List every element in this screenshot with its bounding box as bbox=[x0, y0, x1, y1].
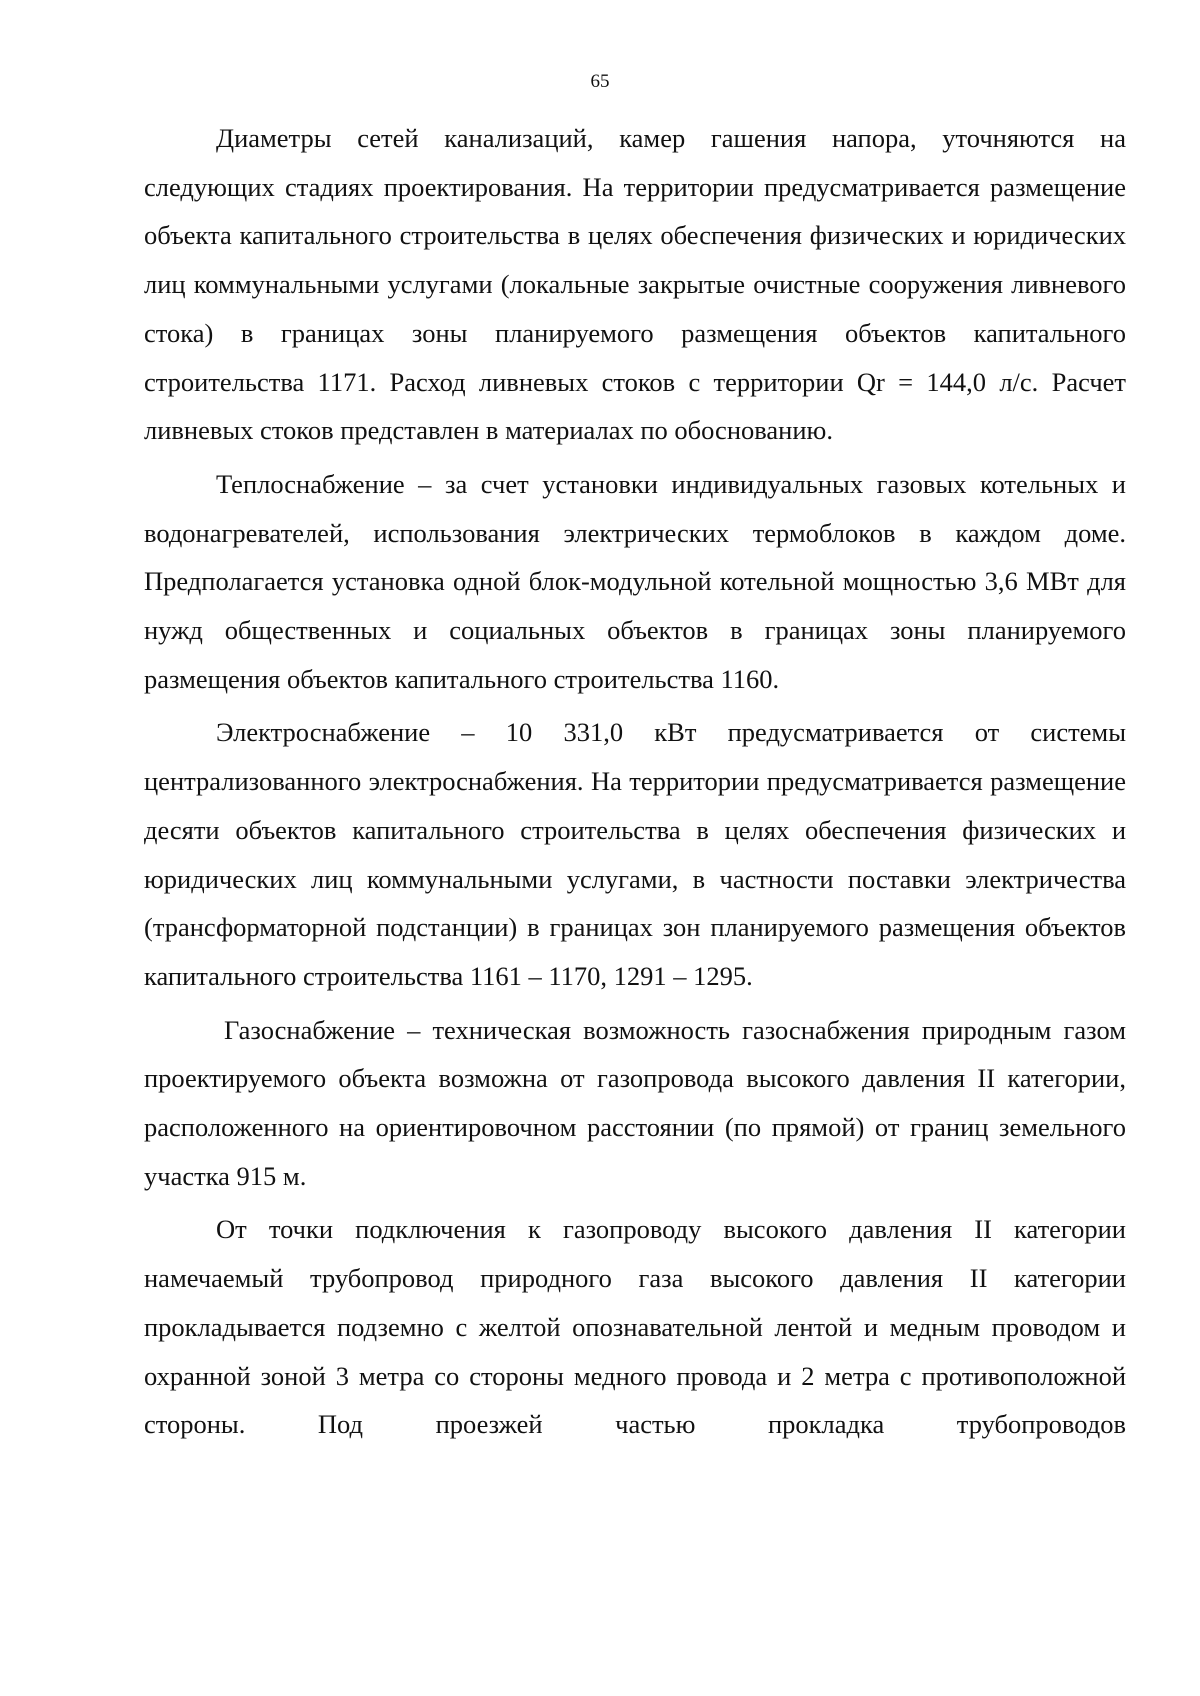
document-body bbox=[144, 114, 1126, 1454]
paragraph-heat-supply: Теплоснабжение – за счет установки индивидуальных газовых котельных и водонагревателей, использования электрических термоблоков в каждом доме. Предполагается установка одной блок-модульной котельной мощностью 3,6 МВт для нужд общественных и социальных объектов в границах зоны планируемого размещения объектов капитального строительства 1160. bbox=[144, 468, 1126, 694]
paragraph-gas-supply: Газоснабжение – техническая возможность газоснабжения природным газом проектируемого объекта возможна от газопровода высокого давления II категории, расположенного на ориентировочном расстоянии (по прямой) от границ земельного участка 915 м. bbox=[144, 1014, 1126, 1191]
page-number: 65 bbox=[590, 71, 610, 92]
paragraph-sewerage: Диаметры сетей канализаций, камер гашения напора, уточняются на следующих стадиях проектирования. На территории предусматривается размещение объекта капитального строительства в целях обеспечения физических и юридических лиц коммунальными услугами (локальные закрытые очистные сооружения ливневого стока) в границах зоны планируемого размещения объектов капитального строительства 1171. Расход ливневых стоков с территории Qr = 144,0 л/с. Расчет ливневых стоков представлен в материалах по обоснованию. bbox=[144, 123, 1126, 446]
paragraph-gas-pipeline: От точки подключения к газопроводу высокого давления II категории намечаемый трубопровод природного газа высокого давления II категории прокладывается подземно с желтой опознавательной лентой и медным проводом и охранной зоной 3 метра со стороны медного провода и 2 метра с противоположной стороны. Под проезжей частью прокладка трубопроводов bbox=[144, 1214, 1126, 1440]
paragraph-power-supply: Электроснабжение – 10 331,0 кВт предусматривается от системы централизованного электроснабжения. На территории предусматривается размещение десяти объектов капитального строительства в целях обеспечения физических и юридических лиц коммунальными услугами, в частности поставки электричества (трансформаторной подстанции) в границах зон планируемого размещения объектов капитального строительства 1161 – 1170, 1291 – 1295. bbox=[144, 717, 1126, 991]
